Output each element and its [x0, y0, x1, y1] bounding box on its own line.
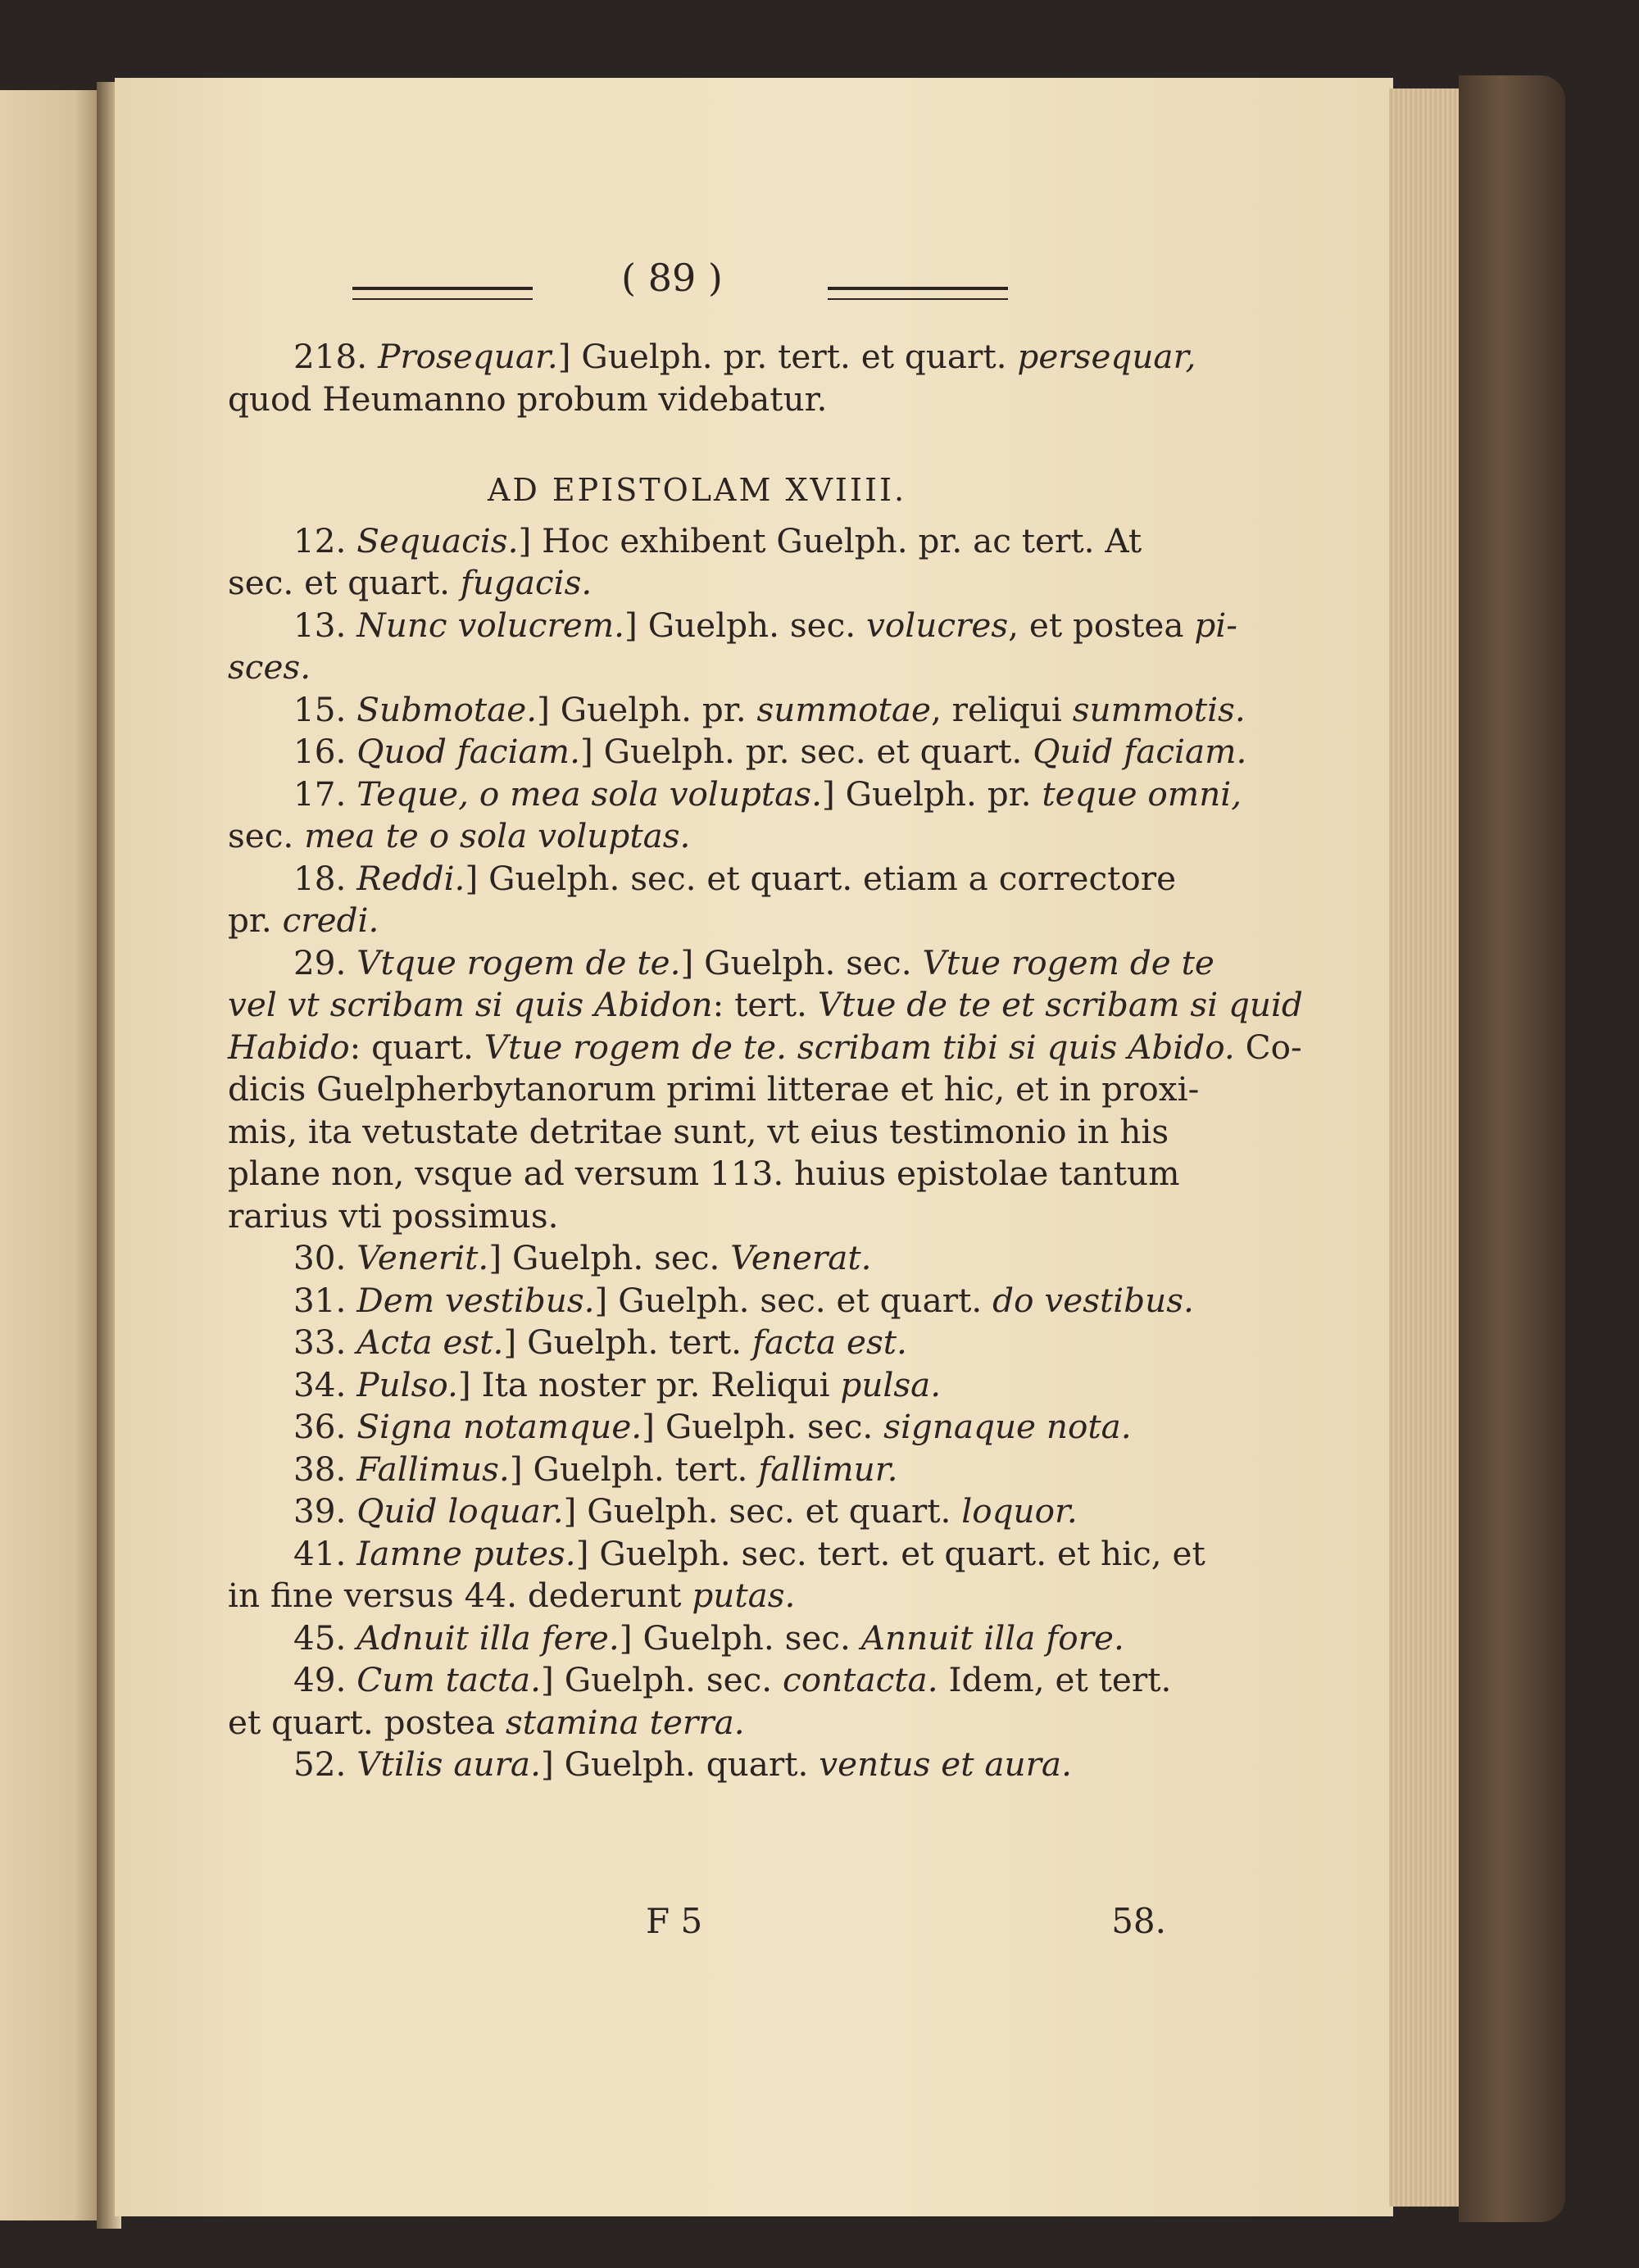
text-segment: et quart. postea — [228, 1702, 506, 1742]
italic-segment: pulsa. — [840, 1364, 942, 1404]
text-line — [228, 1406, 1166, 1449]
italic-segment: mea te o sola voluptas. — [304, 816, 691, 855]
text-segment: 49. — [293, 1660, 357, 1699]
text-segment: 31. — [293, 1280, 357, 1320]
text-segment: , et postea — [1008, 605, 1195, 645]
italic-segment: Venerit. — [356, 1238, 489, 1277]
italic-segment: stamina terra. — [506, 1702, 745, 1742]
italic-segment: Fallimus. — [356, 1449, 510, 1489]
header-rule-right — [828, 287, 1008, 300]
text-line — [228, 1533, 1205, 1576]
text-segment: rarius vti possimus. — [228, 1195, 559, 1236]
text-segment: 52. — [293, 1744, 357, 1784]
text-line — [228, 520, 1166, 563]
italic-segment: credi. — [282, 900, 379, 940]
book-cover — [1459, 75, 1565, 2222]
text-segment: quod Heumanno probum videbatur. — [228, 379, 828, 419]
italic-segment: Adnuit illa fere. — [356, 1617, 620, 1658]
text-line — [228, 942, 1214, 985]
text-segment: 16. — [293, 732, 357, 771]
text-segment: Co- — [1234, 1027, 1302, 1067]
italic-segment: Annuit illa fore. — [860, 1617, 1124, 1658]
italic-segment: fallimur. — [758, 1449, 898, 1489]
italic-segment: Quid loquar. — [356, 1491, 564, 1531]
italic-segment: persequar, — [1017, 337, 1196, 376]
text-segment: ] Guelph. pr. — [537, 689, 757, 729]
text-segment: ] Guelph. sec. tert. et quart. et hic, et — [575, 1533, 1205, 1573]
text-segment: AD EPISTOLAM XVIIII. — [487, 472, 907, 508]
text-segment: 17. — [293, 773, 357, 814]
text-segment: ] Guelph. sec. — [680, 942, 923, 982]
italic-segment: summotis. — [1072, 689, 1246, 729]
italic-segment: volucres — [866, 605, 1009, 645]
italic-segment: Acta est. — [356, 1322, 504, 1362]
italic-segment: Signa notamque. — [356, 1407, 642, 1446]
italic-segment: summotae — [756, 689, 931, 729]
text-segment: sec. — [228, 816, 305, 855]
text-segment: ] Guelph. tert. — [503, 1322, 752, 1362]
italic-segment: Habido — [228, 1027, 350, 1067]
text-line — [228, 1068, 1200, 1111]
italic-segment: Vtque rogem de te. — [356, 942, 681, 982]
text-segment: 18. — [293, 858, 357, 898]
text-line — [228, 1111, 1169, 1154]
italic-segment: Submotae. — [356, 689, 538, 729]
italic-segment: Venerat. — [730, 1238, 872, 1277]
italic-segment: Dem vestibus. — [356, 1280, 595, 1320]
text-segment: mis, ita vetustate detritae sunt, vt eius testimonio in his — [228, 1111, 1169, 1151]
text-line — [228, 379, 1166, 421]
text-segment: ] Guelph. sec. et quart. etiam a correctore — [465, 858, 1177, 898]
text-segment: ] Guelph. quart. — [540, 1744, 820, 1784]
italic-segment: sces. — [228, 647, 311, 687]
text-segment: 36. — [293, 1407, 357, 1446]
italic-segment: ventus et aura. — [819, 1744, 1072, 1784]
page-number: ( 89 ) — [621, 256, 723, 300]
text-segment: 218. — [293, 337, 379, 376]
text-line — [228, 1280, 1194, 1322]
text-segment: 12. — [293, 520, 357, 560]
text-line — [228, 1575, 1166, 1617]
text-line — [228, 815, 1166, 858]
text-segment: ] Guelph. sec. et quart. — [563, 1491, 962, 1531]
text-line — [228, 1617, 1166, 1660]
text-segment: , reliqui — [930, 689, 1073, 729]
header-rule-left — [352, 287, 533, 300]
italic-segment: Quod faciam. — [356, 732, 580, 771]
text-segment: pr. — [228, 900, 283, 940]
text-segment: 33. — [293, 1322, 357, 1362]
text-line — [228, 562, 1166, 605]
text-line — [228, 773, 1242, 816]
italic-segment: Vtilis aura. — [356, 1744, 541, 1784]
text-segment: plane non, vsque ad versum 113. huius epistolae tantum — [228, 1154, 1180, 1193]
text-line — [228, 1702, 1166, 1744]
text-segment: ] Ita noster pr. Reliqui — [457, 1364, 841, 1404]
text-line — [228, 336, 1196, 379]
italic-segment: contacta. — [783, 1660, 938, 1699]
text-line — [228, 1153, 1180, 1195]
italic-segment: Reddi. — [356, 858, 465, 898]
text-segment: 13. — [293, 605, 357, 645]
text-line — [228, 1659, 1172, 1702]
text-line — [228, 858, 1177, 900]
italic-segment: Vtue de te et scribam si quid — [817, 985, 1303, 1024]
italic-segment: Quid faciam. — [1033, 732, 1247, 771]
italic-segment: Iamne putes. — [356, 1533, 576, 1573]
body-text — [228, 336, 1303, 1786]
italic-segment: fugacis. — [460, 563, 592, 602]
text-line — [228, 1490, 1166, 1533]
italic-segment: Pulso. — [356, 1364, 458, 1404]
text-segment: 34. — [293, 1364, 357, 1404]
text-line — [228, 1744, 1166, 1786]
text-segment: ] Guelph. sec. et quart. — [594, 1280, 993, 1320]
text-line — [228, 689, 1246, 732]
text-segment: : tert. — [712, 985, 818, 1024]
section-heading — [228, 469, 1166, 512]
text-segment: ] Guelph. sec. — [488, 1238, 731, 1277]
italic-segment: Sequacis. — [356, 520, 519, 560]
italic-segment: Nunc volucrem. — [356, 605, 625, 645]
italic-segment: putas. — [692, 1576, 796, 1615]
text-segment: dicis Guelpherbytanorum primi litterae et hic, et in proxi- — [228, 1069, 1200, 1109]
text-segment: 29. — [293, 942, 357, 982]
italic-segment: signaque nota. — [883, 1407, 1132, 1446]
text-line — [228, 605, 1237, 647]
text-segment: ] Guelph. sec. — [541, 1660, 783, 1699]
text-segment: ] Guelph. pr. sec. et quart. — [579, 732, 1033, 771]
text-segment: ] Guelph. sec. — [619, 1617, 861, 1658]
text-segment: Idem, et tert. — [938, 1660, 1172, 1699]
italic-segment: Vtue rogem de te — [922, 942, 1214, 982]
page-block-edge — [1389, 88, 1466, 2207]
text-segment: 15. — [293, 689, 357, 729]
text-segment: ] Guelph. pr. — [821, 773, 1042, 814]
catchword: 58. — [1111, 1901, 1166, 1941]
text-segment: 41. — [293, 1533, 357, 1573]
text-segment: sec. et quart. — [228, 563, 461, 602]
text-line — [228, 1449, 1166, 1491]
left-page-edge — [0, 90, 107, 2220]
italic-segment: do vestibus. — [992, 1280, 1194, 1320]
text-line — [228, 900, 1166, 942]
italic-segment: Teque, o mea sola voluptas. — [356, 773, 822, 814]
text-line — [228, 1027, 1302, 1069]
page-footer — [228, 1901, 1166, 1950]
text-segment: 38. — [293, 1449, 357, 1489]
italic-segment: Cum tacta. — [356, 1660, 542, 1699]
text-segment: : quart. — [349, 1027, 484, 1067]
italic-segment: loquor. — [961, 1491, 1078, 1531]
text-segment: ] Guelph. pr. tert. et quart. — [557, 337, 1018, 376]
text-segment: 30. — [293, 1238, 357, 1277]
text-segment: ] Guelph. sec. — [624, 605, 867, 645]
text-line — [228, 731, 1247, 773]
text-line — [228, 984, 1303, 1027]
text-segment: ] Guelph. tert. — [509, 1449, 759, 1489]
text-line — [228, 1322, 1166, 1364]
text-segment: ] Hoc exhibent Guelph. pr. ac tert. At — [518, 520, 1142, 560]
text-segment: in fine versus 44. dederunt — [228, 1576, 692, 1615]
text-segment: 39. — [293, 1491, 357, 1531]
signature-mark: F 5 — [646, 1901, 703, 1941]
text-line — [228, 1195, 1166, 1238]
italic-segment: facta est. — [751, 1322, 907, 1362]
text-line — [228, 1237, 1166, 1280]
italic-segment: pi- — [1194, 605, 1237, 645]
text-segment: ] Guelph. sec. — [642, 1407, 884, 1446]
italic-segment: vel vt scribam si quis Abidon — [228, 985, 713, 1024]
text-segment: 45. — [293, 1617, 357, 1658]
text-line — [228, 1364, 1166, 1407]
text-line — [228, 646, 1166, 689]
italic-segment: Prosequar. — [378, 337, 558, 376]
italic-segment: Vtue rogem de te. scribam tibi si quis Abido. — [484, 1027, 1235, 1067]
italic-segment: teque omni, — [1042, 773, 1242, 814]
